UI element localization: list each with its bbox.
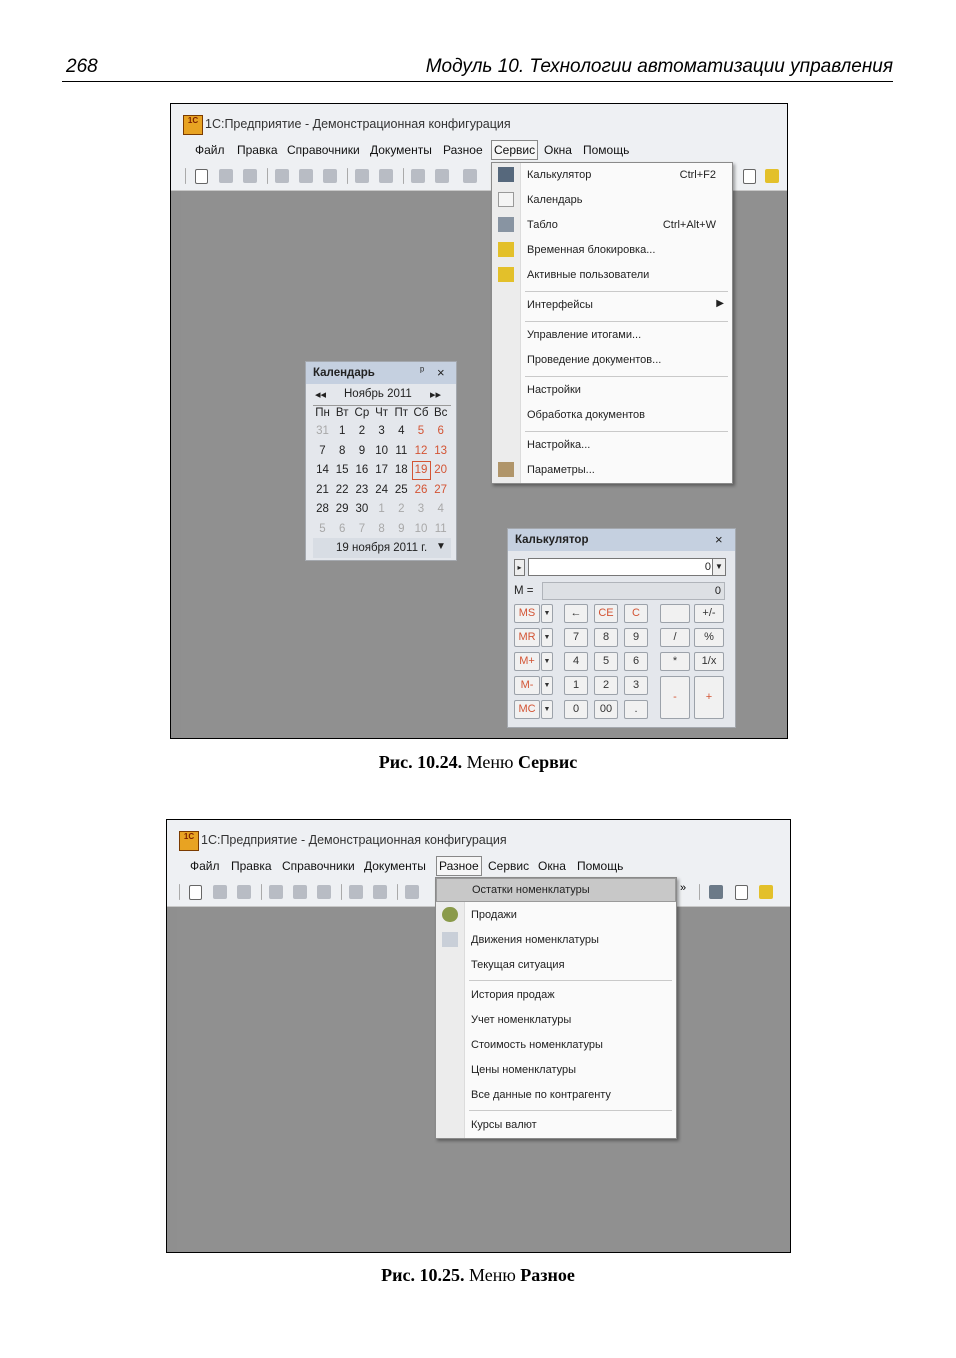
calendar-day[interactable]: 19 bbox=[412, 461, 431, 480]
users-icon bbox=[498, 267, 514, 282]
calendar-day[interactable]: 9 bbox=[358, 444, 366, 457]
user-icon[interactable] bbox=[765, 169, 779, 183]
menu-item-doc-processing[interactable] bbox=[492, 404, 732, 426]
menu-item-calendar[interactable] bbox=[492, 189, 732, 211]
menu-item-totals[interactable] bbox=[492, 324, 732, 346]
calculator-key[interactable]: 4 bbox=[564, 652, 588, 671]
close-icon[interactable]: × bbox=[437, 365, 445, 380]
menu-item-label: Все данные по контрагенту bbox=[471, 1089, 611, 1101]
menu-separator bbox=[525, 321, 728, 322]
calendar-day[interactable]: 27 bbox=[434, 483, 448, 496]
calendar-day[interactable]: 10 bbox=[414, 523, 428, 535]
menu-item-counterparty-data[interactable] bbox=[436, 1084, 676, 1106]
close-icon[interactable]: × bbox=[715, 532, 723, 547]
calendar-day[interactable]: 10 bbox=[375, 444, 388, 457]
calendar-day[interactable]: 14 bbox=[316, 464, 329, 477]
find-icon[interactable] bbox=[463, 169, 477, 183]
calendar-titlebar bbox=[306, 362, 456, 384]
menu-item-posting[interactable] bbox=[492, 349, 732, 371]
menu-item-label: Управление итогами... bbox=[527, 329, 642, 341]
menu-separator bbox=[469, 1110, 672, 1111]
calendar-selected-date[interactable]: 19 ноября 2011 г. bbox=[336, 542, 428, 554]
cut-icon[interactable] bbox=[275, 169, 289, 183]
menu-service[interactable]: Сервис bbox=[488, 859, 530, 873]
calculator-key[interactable]: 3 bbox=[624, 676, 648, 695]
calendar-day[interactable]: 1 bbox=[378, 503, 385, 516]
window-titlebar bbox=[167, 820, 790, 854]
calendar-day[interactable]: 8 bbox=[338, 444, 346, 457]
copy-icon[interactable] bbox=[299, 169, 313, 183]
open-icon[interactable] bbox=[213, 885, 227, 899]
calendar-day[interactable]: 21 bbox=[316, 483, 329, 496]
calendar-day[interactable]: 25 bbox=[394, 483, 408, 496]
menu-windows[interactable]: Окна bbox=[544, 143, 572, 157]
menu-item-label: Интерфейсы bbox=[527, 299, 593, 311]
calendar-day[interactable]: 29 bbox=[335, 503, 349, 516]
calculator-key[interactable]: CE bbox=[594, 604, 618, 623]
calendar-day[interactable]: 2 bbox=[398, 503, 405, 516]
memory-value: 0 bbox=[542, 582, 725, 600]
menu-item-temp-lock[interactable] bbox=[492, 239, 732, 261]
lock-user-icon bbox=[498, 242, 514, 257]
calendar-day[interactable]: 5 bbox=[417, 425, 425, 437]
menu-item-settings[interactable] bbox=[492, 379, 732, 401]
calendar-icon[interactable] bbox=[735, 885, 748, 900]
toolbar-separator bbox=[347, 168, 348, 184]
toolbar-separator bbox=[185, 168, 186, 184]
calculator-key[interactable]: % bbox=[694, 628, 724, 647]
toolbar-separator bbox=[699, 884, 700, 900]
weekday-label: Ср bbox=[354, 407, 370, 419]
menu-catalogs[interactable]: Справочники bbox=[282, 859, 355, 873]
menu-edit[interactable]: Правка bbox=[237, 143, 278, 157]
calendar-day[interactable]: 6 bbox=[437, 425, 444, 437]
board-icon bbox=[498, 217, 514, 232]
menu-item-label: Параметры... bbox=[527, 464, 595, 476]
memory-key[interactable]: MR bbox=[514, 628, 540, 647]
prev-month-icon[interactable]: ◂◂ bbox=[315, 389, 327, 401]
calculator-key[interactable]: 00 bbox=[594, 700, 618, 719]
calendar-day[interactable]: 4 bbox=[398, 425, 405, 437]
menu-item-sales[interactable] bbox=[436, 904, 676, 926]
menu-separator bbox=[525, 376, 728, 377]
calculator-key[interactable]: 5 bbox=[594, 652, 618, 671]
menu-item-label: Активные пользователи bbox=[527, 269, 650, 281]
chevron-down-icon[interactable]: ▼ bbox=[541, 700, 553, 719]
menu-separator bbox=[469, 980, 672, 981]
menu-item-nomenclature-prices[interactable] bbox=[436, 1059, 676, 1081]
copy-icon[interactable] bbox=[293, 885, 307, 899]
calculator-titlebar bbox=[508, 529, 735, 551]
preview-icon[interactable] bbox=[373, 885, 387, 899]
figure-1-screenshot bbox=[170, 103, 788, 739]
weekday-label: Сб bbox=[413, 407, 429, 419]
calculator-key[interactable]: +/- bbox=[694, 604, 724, 623]
memory-key[interactable]: M+ bbox=[514, 652, 540, 671]
menu-service[interactable]: Сервис bbox=[491, 140, 538, 160]
calendar-title: Календарь bbox=[313, 367, 375, 379]
calculator-display[interactable]: 0 bbox=[528, 558, 714, 576]
figure-2-caption bbox=[0, 1265, 956, 1286]
menu-separator bbox=[525, 431, 728, 432]
calendar-icon bbox=[498, 192, 514, 207]
tools-icon bbox=[498, 462, 514, 477]
calculator-key[interactable]: 9 bbox=[624, 628, 648, 647]
submenu-arrow-icon: ▶ bbox=[716, 298, 724, 309]
weekday-label: Вс bbox=[433, 407, 448, 419]
menu-item-sales-history[interactable] bbox=[436, 984, 676, 1006]
toolbar-separator bbox=[403, 168, 404, 184]
display-menu-icon[interactable]: ▸ bbox=[514, 559, 525, 576]
calculator-key[interactable]: 1/x bbox=[694, 652, 724, 671]
menu-item-label: Проведение документов... bbox=[527, 354, 662, 366]
menu-file[interactable]: Файл bbox=[195, 143, 225, 157]
menu-item-stock-balances[interactable] bbox=[436, 878, 676, 902]
menu-item-label: Калькулятор bbox=[527, 169, 592, 181]
calculator-icon bbox=[498, 167, 514, 182]
menu-edit[interactable]: Правка bbox=[231, 859, 272, 873]
menu-item-active-users[interactable] bbox=[492, 264, 732, 286]
calculator-key[interactable] bbox=[660, 604, 690, 623]
chevron-down-icon[interactable]: ▼ bbox=[436, 541, 446, 552]
save-icon[interactable] bbox=[237, 885, 251, 899]
app-logo-icon: 1С bbox=[179, 831, 199, 851]
menu-item-label: Календарь bbox=[527, 194, 583, 206]
calendar-day[interactable]: 26 bbox=[414, 483, 428, 496]
movements-icon bbox=[442, 932, 458, 947]
menu-help[interactable]: Помощь bbox=[583, 143, 630, 157]
undo-icon[interactable] bbox=[405, 885, 419, 899]
calculator-key[interactable]: 1 bbox=[564, 676, 588, 695]
app-logo-icon: 1С bbox=[183, 115, 203, 135]
calculator-key[interactable]: C bbox=[624, 604, 648, 623]
caption-text: Меню bbox=[468, 1265, 516, 1285]
calendar-day[interactable]: 1 bbox=[338, 425, 346, 437]
menu-item-label: Настройки bbox=[527, 384, 581, 396]
calendar-month: Ноябрь 2011 bbox=[344, 388, 412, 400]
menu-item-board[interactable] bbox=[492, 214, 732, 236]
menu-documents[interactable]: Документы bbox=[364, 859, 426, 873]
document-icon[interactable] bbox=[743, 169, 756, 184]
calculator-key[interactable]: / bbox=[660, 628, 690, 647]
calendar-day[interactable]: 28 bbox=[316, 503, 329, 516]
chevron-down-icon[interactable]: ▼ bbox=[541, 628, 553, 647]
print-icon[interactable] bbox=[349, 885, 363, 899]
weekday-label: Пн bbox=[315, 407, 330, 419]
paste-icon[interactable] bbox=[323, 169, 337, 183]
calculator-key[interactable]: 8 bbox=[594, 628, 618, 647]
sales-icon bbox=[442, 907, 458, 922]
calendar-day[interactable]: 16 bbox=[355, 464, 369, 477]
menu-documents[interactable]: Документы bbox=[370, 143, 432, 157]
calendar-day[interactable]: 15 bbox=[335, 464, 349, 477]
menu-item-label: Остатки номенклатуры bbox=[472, 884, 590, 896]
calculator-key[interactable]: + bbox=[694, 676, 724, 719]
calculator-key[interactable]: ← bbox=[564, 604, 588, 623]
calculator-key[interactable]: - bbox=[660, 676, 690, 719]
calendar-window bbox=[305, 361, 457, 561]
calendar-day[interactable]: 2 bbox=[358, 425, 366, 437]
calendar-day[interactable]: 23 bbox=[355, 483, 369, 496]
menu-separator bbox=[525, 291, 728, 292]
weekday-label: Вт bbox=[335, 407, 349, 419]
menu-bar bbox=[167, 854, 790, 878]
redo-icon[interactable] bbox=[435, 169, 449, 183]
menu-file[interactable]: Файл bbox=[190, 859, 220, 873]
calculator-key[interactable]: 2 bbox=[594, 676, 618, 695]
calculator-key[interactable]: 7 bbox=[564, 628, 588, 647]
menu-item-shortcut: Ctrl+F2 bbox=[679, 169, 716, 181]
toolbar-separator bbox=[179, 884, 180, 900]
page-number: 268 bbox=[66, 56, 98, 77]
window-titlebar bbox=[171, 104, 787, 138]
calculator-icon[interactable] bbox=[709, 885, 723, 899]
menu-item-parameters[interactable] bbox=[492, 459, 732, 481]
toolbar-overflow-icon[interactable]: » bbox=[680, 882, 687, 894]
calendar-day[interactable]: 31 bbox=[316, 425, 329, 437]
caption-menu-name: Сервис bbox=[517, 752, 578, 772]
figure-number: Рис. 10.24. bbox=[378, 752, 463, 772]
preview-icon[interactable] bbox=[379, 169, 393, 183]
menu-item-nomenclature-accounting[interactable] bbox=[436, 1009, 676, 1031]
menu-item-label: Обработка документов bbox=[527, 409, 646, 421]
menu-bar bbox=[171, 138, 787, 162]
new-document-icon[interactable] bbox=[189, 885, 202, 900]
window-title: 1С:Предприятие - Демонстрационная конфигурация bbox=[201, 833, 507, 847]
figure-number: Рис. 10.25. bbox=[381, 1265, 465, 1285]
menu-item-movements[interactable] bbox=[436, 929, 676, 951]
chevron-down-icon[interactable]: ▼ bbox=[541, 604, 553, 623]
open-icon[interactable] bbox=[219, 169, 233, 183]
calendar-day[interactable]: 9 bbox=[398, 523, 405, 535]
calendar-day[interactable]: 4 bbox=[437, 503, 444, 516]
menu-item-setup[interactable] bbox=[492, 434, 732, 456]
menu-item-label: Табло bbox=[527, 219, 558, 231]
calendar-day[interactable]: 30 bbox=[355, 503, 369, 516]
calendar-day[interactable]: 3 bbox=[417, 503, 425, 516]
memory-label: M = bbox=[514, 585, 534, 597]
toolbar-separator bbox=[397, 884, 398, 900]
calendar-day[interactable]: 22 bbox=[335, 483, 349, 496]
service-dropdown bbox=[491, 162, 733, 484]
menu-item-label: Курсы валют bbox=[471, 1119, 537, 1131]
menu-misc[interactable]: Разное bbox=[443, 143, 483, 157]
menu-item-label: Настройка... bbox=[527, 439, 591, 451]
pin-icon[interactable]: ᵖ bbox=[420, 365, 425, 377]
new-document-icon[interactable] bbox=[195, 169, 208, 184]
menu-item-nomenclature-cost[interactable] bbox=[436, 1034, 676, 1056]
calendar-day[interactable]: 11 bbox=[395, 444, 408, 457]
print-icon[interactable] bbox=[355, 169, 369, 183]
weekday-label: Пт bbox=[394, 407, 409, 419]
menu-item-label: Текущая ситуация bbox=[471, 959, 565, 971]
calendar-day[interactable]: 3 bbox=[378, 425, 385, 437]
undo-icon[interactable] bbox=[411, 169, 425, 183]
user-icon[interactable] bbox=[759, 885, 773, 899]
caption-menu-name: Разное bbox=[520, 1265, 575, 1285]
misc-dropdown bbox=[435, 877, 677, 1139]
memory-key[interactable]: M- bbox=[514, 676, 540, 695]
calendar-day[interactable]: 12 bbox=[414, 444, 428, 457]
cut-icon[interactable] bbox=[269, 885, 283, 899]
menu-item-label: Временная блокировка... bbox=[527, 244, 656, 256]
calendar-day[interactable]: 18 bbox=[394, 464, 408, 477]
menu-windows[interactable]: Окна bbox=[538, 859, 566, 873]
menu-item-current-situation[interactable] bbox=[436, 954, 676, 976]
menu-item-interfaces[interactable] bbox=[492, 294, 732, 316]
chevron-down-icon[interactable]: ▼ bbox=[541, 652, 553, 671]
chevron-down-icon[interactable]: ▼ bbox=[712, 558, 726, 576]
calculator-window bbox=[507, 528, 736, 728]
paste-icon[interactable] bbox=[317, 885, 331, 899]
calendar-day[interactable]: 6 bbox=[338, 523, 346, 535]
memory-key[interactable]: MC bbox=[514, 700, 540, 719]
menu-item-shortcut: Ctrl+Alt+W bbox=[662, 219, 716, 231]
calendar-day[interactable]: 5 bbox=[319, 523, 326, 535]
calculator-key[interactable]: * bbox=[660, 652, 690, 671]
save-icon[interactable] bbox=[243, 169, 257, 183]
window-title: 1С:Предприятие - Демонстрационная конфигурация bbox=[205, 117, 511, 131]
calendar-day[interactable]: 7 bbox=[319, 444, 326, 457]
calendar-day[interactable]: 13 bbox=[434, 444, 448, 457]
menu-item-exchange-rates[interactable] bbox=[436, 1114, 676, 1136]
toolbar-separator bbox=[341, 884, 342, 900]
running-header: Модуль 10. Технологии автоматизации управления bbox=[425, 56, 893, 77]
figure-1-caption bbox=[0, 752, 956, 773]
menu-item-label: Учет номенклатуры bbox=[471, 1014, 572, 1026]
calendar-day[interactable]: 17 bbox=[375, 464, 388, 477]
menu-misc[interactable]: Разное bbox=[436, 856, 482, 876]
menu-item-label: Цены номенклатуры bbox=[471, 1064, 577, 1076]
menu-item-label: Движения номенклатуры bbox=[471, 934, 599, 946]
menu-item-label: Стоимость номенклатуры bbox=[471, 1039, 603, 1051]
figure-2-screenshot bbox=[166, 819, 791, 1253]
calendar-day[interactable]: 20 bbox=[434, 464, 448, 477]
toolbar-separator bbox=[261, 884, 262, 900]
chevron-down-icon[interactable]: ▼ bbox=[541, 676, 553, 695]
calendar-day[interactable]: 8 bbox=[378, 523, 385, 535]
menu-catalogs[interactable]: Справочники bbox=[287, 143, 360, 157]
next-month-icon[interactable]: ▸▸ bbox=[430, 389, 442, 401]
caption-text: Меню bbox=[466, 752, 514, 772]
memory-key[interactable]: MS bbox=[514, 604, 540, 623]
calendar-day[interactable]: 24 bbox=[375, 483, 388, 496]
calculator-title: Калькулятор bbox=[515, 534, 589, 546]
calculator-key[interactable]: 0 bbox=[564, 700, 588, 719]
calculator-key[interactable]: 6 bbox=[624, 652, 648, 671]
menu-item-calculator[interactable] bbox=[492, 164, 732, 186]
calendar-day[interactable]: 11 bbox=[434, 523, 447, 535]
header-rule bbox=[62, 81, 893, 82]
menu-item-label: История продаж bbox=[471, 989, 555, 1001]
weekday-label: Чт bbox=[375, 407, 389, 419]
menu-item-label: Продажи bbox=[471, 909, 517, 921]
calculator-key[interactable]: . bbox=[624, 700, 648, 719]
menu-help[interactable]: Помощь bbox=[577, 859, 624, 873]
calendar-day[interactable]: 7 bbox=[358, 523, 366, 535]
toolbar-separator bbox=[267, 168, 268, 184]
